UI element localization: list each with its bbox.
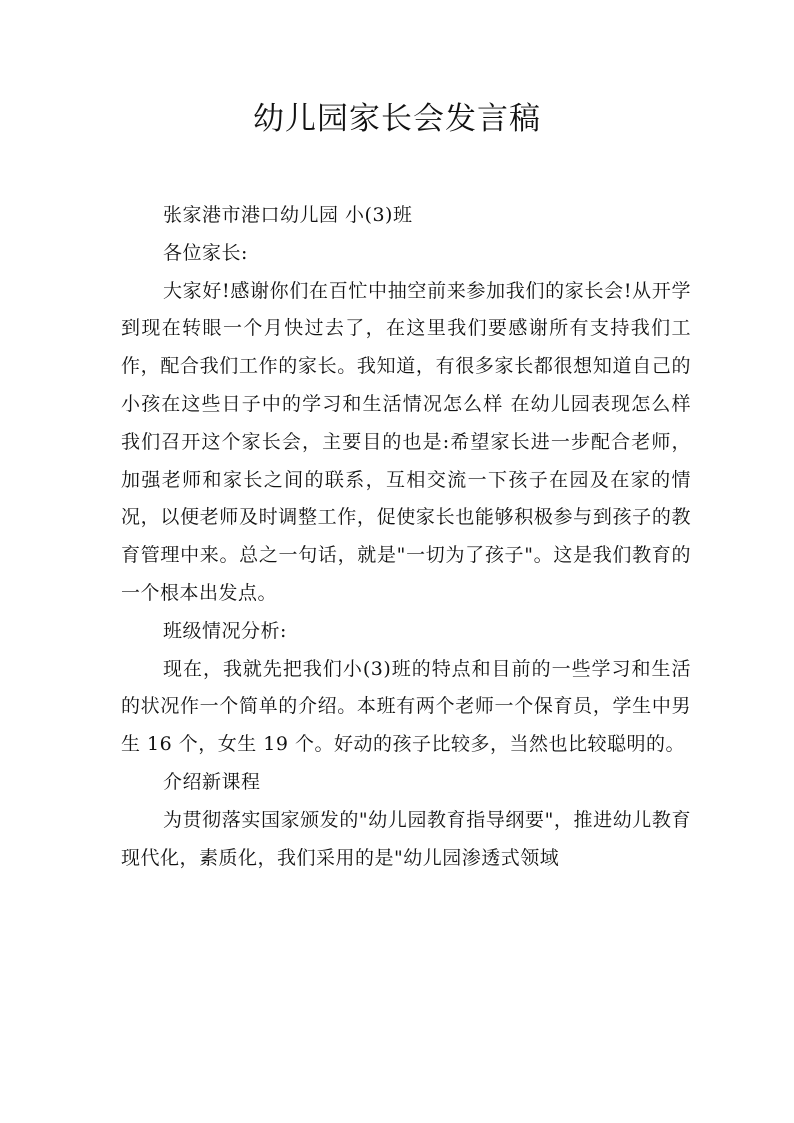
class-analysis-paragraph: 现在，我就先把我们小(3)班的特点和目前的一些学习和生活的状况作一个简单的介绍。本班有两个老师一个保育员，学生中男生 16 个，女生 19 个。好动的孩子比较多，当然也比较聪明的。 <box>121 657 691 756</box>
section-heading-new-curriculum: 介绍新课程 <box>163 770 261 793</box>
new-curriculum-paragraph: 为贯彻落实国家颁发的"幼儿园教育指导纲要"，推进幼儿教育现代化，素质化，我们采用的是"幼儿园渗透式领域 <box>121 808 691 869</box>
salutation: 各位家长: <box>163 241 248 264</box>
document-body <box>121 197 691 877</box>
school-class-line: 张家港市港口幼儿园 小(3)班 <box>163 204 413 226</box>
document-title: 幼儿园家长会发言稿 <box>253 101 541 137</box>
opening-paragraph: 大家好!感谢你们在百忙中抽空前来参加我们的家长会!从开学到现在转眼一个月快过去了，在这里我们要感谢所有支持我们工作，配合我们工作的家长。我知道，有很多家长都很想知道自己的小孩在这些日子中的学习和生活情况怎么样 在幼儿园表现怎么样 我们召开这个家长会，主要目的也是:希望家长进一步配合老师，加强老师和家长之间的联系，互相交流一下孩子在园及在家的情况，以便老师及时调整工作，促使家长也能够积极参与到孩子的教育管理中来。总之一句话，就是"一切为了孩子"。这是我们教育的一个根本出发点。 <box>121 279 691 604</box>
section-heading-class-analysis: 班级情况分析: <box>163 619 287 642</box>
